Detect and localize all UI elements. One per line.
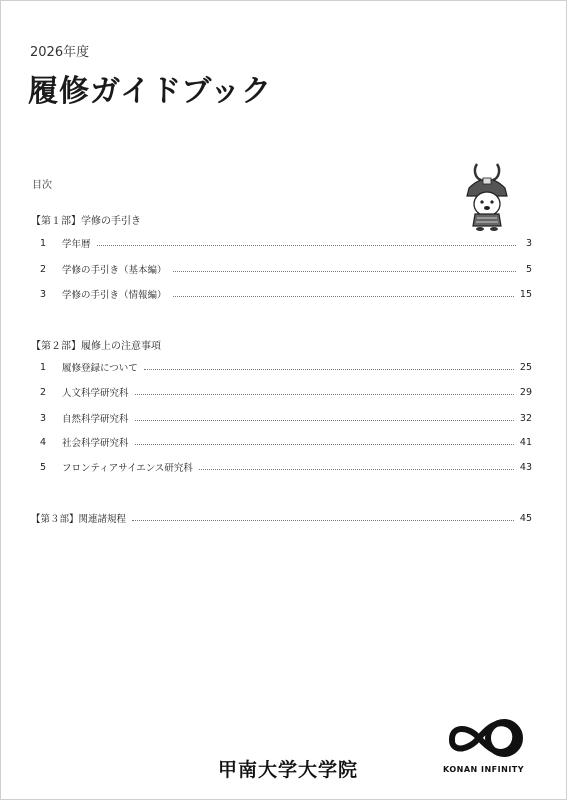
toc-entry-number: 3 [40,288,47,300]
toc-entry-label: 社会科学研究科 [62,438,129,449]
toc-entry-page: 32 [519,412,532,424]
toc-entry-page: 41 [519,436,532,448]
toc-entry-label: フロンティアサイエンス研究科 [62,463,193,474]
toc-entry-number: 2 [40,386,47,398]
leader-dots [132,520,514,521]
leader-dots [135,420,514,421]
toc-entry-number: 5 [40,461,47,473]
university-name: 甲南大学大学院 [218,759,359,781]
toc-entry-label: 学年暦 [62,239,91,250]
toc-entry-number: 1 [40,361,47,373]
brand-tagline: KONAN INFINITY [443,765,525,774]
toc-entry-number: 1 [40,237,47,249]
toc-entry-label: 学修の手引き（情報編） [62,290,167,301]
toc-entry[interactable] [40,460,532,474]
leader-dots [173,271,516,272]
toc-entry-label: 履修登録について [62,363,138,374]
leader-dots [135,444,514,445]
toc-entry[interactable] [40,287,532,301]
toc-entry-number: 4 [40,436,47,448]
toc-entry[interactable] [40,411,532,425]
toc-entry-page: 43 [519,461,532,473]
part2-heading: 【第２部】履修上の注意事項 [31,341,161,352]
toc-entry-page: 45 [519,512,532,524]
leader-dots [199,469,514,470]
toc-entry-page: 5 [525,263,532,275]
toc-entry[interactable] [40,360,532,374]
toc-entry[interactable] [40,236,532,250]
toc-entry-page: 25 [519,361,532,373]
leader-dots [135,394,514,395]
toc-entry-number: 3 [40,412,47,424]
toc-entry-number: 2 [40,263,47,275]
toc-entry-part3[interactable] [31,511,532,525]
toc-entry-label: 自然科学研究科 [62,414,129,425]
toc-entry[interactable] [40,385,532,399]
samurai-dog-mascot-icon [463,160,511,232]
toc-entry-page: 15 [519,288,532,300]
leader-dots [97,245,516,246]
toc-label: 目次 [32,180,52,191]
leader-dots [144,369,514,370]
toc-entry[interactable] [40,435,532,449]
infinity-logo-icon [444,712,524,762]
page-title: 履修ガイドブック [28,74,273,109]
part1-heading: 【第１部】学修の手引き [31,216,141,227]
toc-entry-page: 3 [525,237,532,249]
leader-dots [173,296,514,297]
toc-entry-label: 学修の手引き（基本編） [62,265,167,276]
toc-entry[interactable] [40,262,532,276]
year-label: 2026年度 [30,45,90,60]
part3-heading: 【第３部】関連諸規程 [31,514,127,525]
toc-entry-page: 29 [519,386,532,398]
toc-entry-label: 人文科学研究科 [62,388,129,399]
